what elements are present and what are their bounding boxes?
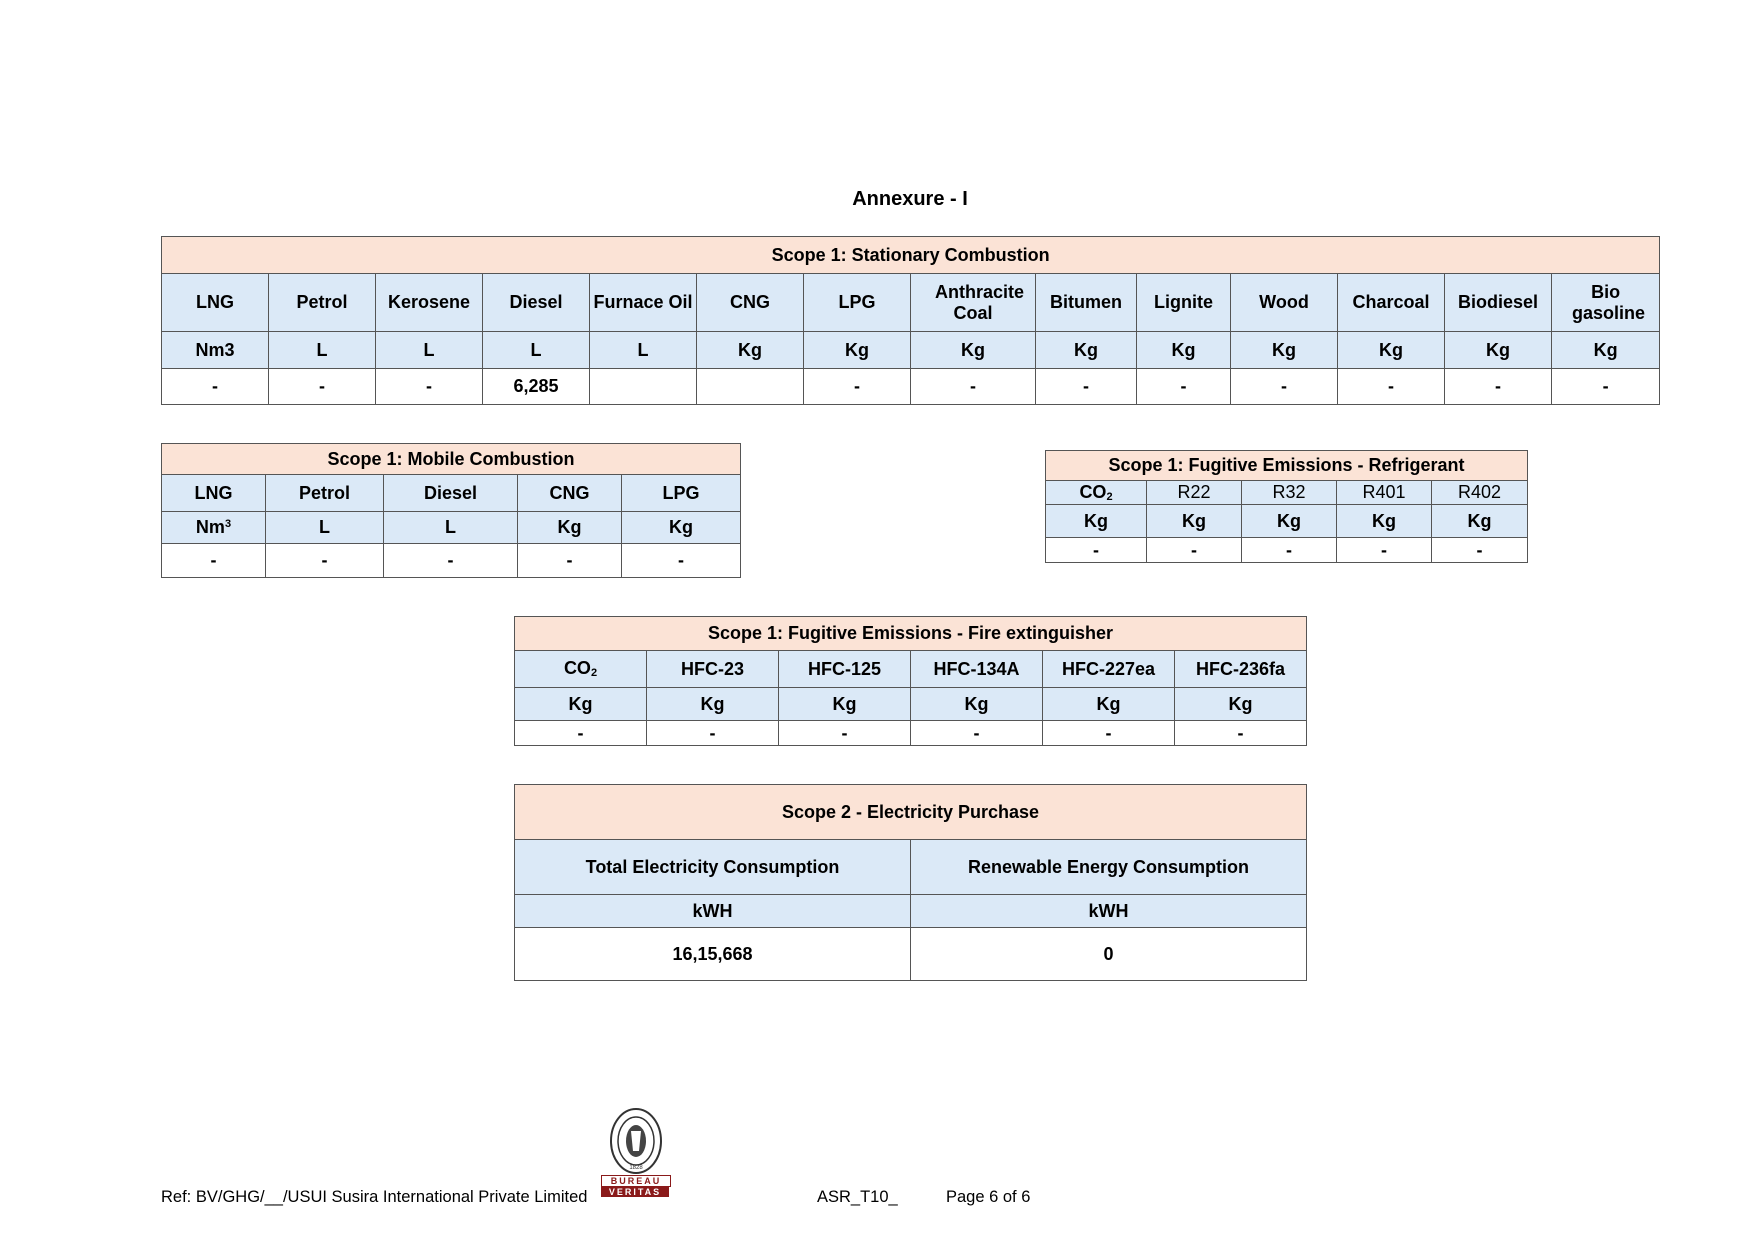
bureau-veritas-seal-icon xyxy=(609,1107,663,1175)
fire-gas xyxy=(515,651,647,688)
stationary-value xyxy=(697,369,804,405)
stationary-value: - xyxy=(376,369,483,405)
stationary-fuel: Kerosene xyxy=(376,274,483,332)
stationary-unit: L xyxy=(483,332,590,369)
stationary-unit: Kg xyxy=(1445,332,1552,369)
refrigerant-value: - xyxy=(1432,538,1528,563)
fire-extinguisher-table xyxy=(514,616,1307,746)
refrigerant-gas: R401 xyxy=(1337,481,1432,505)
fire-unit: Kg xyxy=(911,688,1043,721)
refrigerant-gas xyxy=(1046,481,1147,505)
refrigerant-gas-base: CO xyxy=(1079,481,1107,502)
fire-gas-base: CO xyxy=(563,658,591,679)
stationary-header: Scope 1: Stationary Combustion xyxy=(162,237,1660,274)
stationary-value: - xyxy=(1445,369,1552,405)
refrigerant-value: - xyxy=(1046,538,1147,563)
mobile-fuel: Petrol xyxy=(266,475,384,512)
mobile-value: - xyxy=(266,544,384,578)
electricity-column: Total Electricity Consumption xyxy=(515,840,911,895)
stationary-value: - xyxy=(162,369,269,405)
stationary-fuel: Biodiesel xyxy=(1445,274,1552,332)
fire-header: Scope 1: Fugitive Emissions - Fire extinguisher xyxy=(515,617,1307,651)
stationary-unit: L xyxy=(269,332,376,369)
mobile-fuel: CNG xyxy=(518,475,622,512)
fire-gas: HFC-134A xyxy=(911,651,1043,688)
logo-year: 1828 xyxy=(629,1165,643,1171)
fire-value: - xyxy=(515,721,647,746)
stationary-fuel: Lignite xyxy=(1137,274,1231,332)
stationary-value xyxy=(590,369,697,405)
stationary-value: 6,285 xyxy=(483,369,590,405)
fire-value: - xyxy=(779,721,911,746)
mobile-value: - xyxy=(162,544,266,578)
refrigerant-unit: Kg xyxy=(1046,505,1147,538)
fire-value: - xyxy=(647,721,779,746)
page-title: Annexure - I xyxy=(852,188,968,210)
mobile-value: - xyxy=(622,544,741,578)
refrigerant-gas: R22 xyxy=(1147,481,1242,505)
stationary-unit: Kg xyxy=(911,332,1036,369)
refrigerant-unit: Kg xyxy=(1432,505,1528,538)
stationary-fuel: Bio gasoline xyxy=(1552,274,1660,332)
refrigerant-unit: Kg xyxy=(1337,505,1432,538)
fire-unit: Kg xyxy=(1043,688,1175,721)
stationary-unit: Kg xyxy=(1231,332,1338,369)
mobile-value: - xyxy=(518,544,622,578)
fire-unit: Kg xyxy=(1175,688,1307,721)
refrigerant-unit: Kg xyxy=(1147,505,1242,538)
stationary-fuel: Charcoal xyxy=(1338,274,1445,332)
fire-value: - xyxy=(911,721,1043,746)
stationary-value: - xyxy=(804,369,911,405)
refrigerant-unit: Kg xyxy=(1242,505,1337,538)
mobile-fuel: LNG xyxy=(162,475,266,512)
electricity-column: Renewable Energy Consumption xyxy=(911,840,1307,895)
mobile-combustion-table xyxy=(161,443,741,578)
logo-veritas-text: VERITAS xyxy=(601,1187,669,1197)
fire-gas-sub: 2 xyxy=(590,667,598,680)
stationary-fuel: Furnace Oil xyxy=(590,274,697,332)
stationary-value: - xyxy=(1137,369,1231,405)
stationary-fuel: LNG xyxy=(162,274,269,332)
mobile-unit: Kg xyxy=(622,512,741,544)
fire-gas: HFC-227ea xyxy=(1043,651,1175,688)
refrigerant-header: Scope 1: Fugitive Emissions - Refrigerant xyxy=(1046,451,1528,481)
stationary-fuel: Wood xyxy=(1231,274,1338,332)
fire-gas: HFC-23 xyxy=(647,651,779,688)
logo-bureau-text: BUREAU xyxy=(601,1175,671,1187)
fire-gas: HFC-236fa xyxy=(1175,651,1307,688)
fire-gas: HFC-125 xyxy=(779,651,911,688)
refrigerant-value: - xyxy=(1337,538,1432,563)
stationary-fuel: CNG xyxy=(697,274,804,332)
stationary-value: - xyxy=(1552,369,1660,405)
footer-reference: Ref: BV/GHG/__/USUI Susira International Private Limited xyxy=(161,1188,588,1206)
stationary-value: - xyxy=(911,369,1036,405)
mobile-unit xyxy=(162,512,266,544)
stationary-unit: L xyxy=(376,332,483,369)
fire-unit: Kg xyxy=(647,688,779,721)
stationary-unit: L xyxy=(590,332,697,369)
mobile-unit: Kg xyxy=(518,512,622,544)
electricity-header: Scope 2 - Electricity Purchase xyxy=(515,785,1307,840)
stationary-value: - xyxy=(1036,369,1137,405)
fire-value: - xyxy=(1043,721,1175,746)
electricity-value: 16,15,668 xyxy=(515,928,911,981)
stationary-combustion-table xyxy=(161,236,1660,405)
stationary-unit: Nm3 xyxy=(162,332,269,369)
stationary-value: - xyxy=(269,369,376,405)
refrigerant-value: - xyxy=(1242,538,1337,563)
stationary-fuel: LPG xyxy=(804,274,911,332)
electricity-unit: kWH xyxy=(515,895,911,928)
stationary-fuel: Anthracite Coal xyxy=(911,274,1036,332)
stationary-fuel: Petrol xyxy=(269,274,376,332)
bureau-veritas-logo xyxy=(601,1107,671,1197)
stationary-value: - xyxy=(1231,369,1338,405)
footer-doc-code: ASR_T10_ xyxy=(817,1188,898,1206)
mobile-unit-base: Nm xyxy=(195,517,225,538)
refrigerant-value: - xyxy=(1147,538,1242,563)
mobile-value: - xyxy=(384,544,518,578)
stationary-unit: Kg xyxy=(1137,332,1231,369)
stationary-unit: Kg xyxy=(804,332,911,369)
fire-unit: Kg xyxy=(515,688,647,721)
mobile-fuel: LPG xyxy=(622,475,741,512)
stationary-value: - xyxy=(1338,369,1445,405)
mobile-unit-sup: 3 xyxy=(224,518,232,531)
refrigerant-gas: R402 xyxy=(1432,481,1528,505)
fire-unit: Kg xyxy=(779,688,911,721)
electricity-unit: kWH xyxy=(911,895,1307,928)
footer-page-number: Page 6 of 6 xyxy=(946,1188,1031,1206)
electricity-value: 0 xyxy=(911,928,1307,981)
stationary-unit: Kg xyxy=(1036,332,1137,369)
stationary-unit: Kg xyxy=(1338,332,1445,369)
fire-value: - xyxy=(1175,721,1307,746)
mobile-unit: L xyxy=(384,512,518,544)
stationary-unit: Kg xyxy=(1552,332,1660,369)
mobile-unit: L xyxy=(266,512,384,544)
refrigerant-table xyxy=(1045,450,1528,563)
stationary-unit: Kg xyxy=(697,332,804,369)
stationary-fuel: Diesel xyxy=(483,274,590,332)
mobile-fuel: Diesel xyxy=(384,475,518,512)
electricity-purchase-table xyxy=(514,784,1307,981)
refrigerant-gas-sub: 2 xyxy=(1106,490,1113,503)
stationary-fuel: Bitumen xyxy=(1036,274,1137,332)
refrigerant-gas: R32 xyxy=(1242,481,1337,505)
mobile-header: Scope 1: Mobile Combustion xyxy=(162,444,741,475)
